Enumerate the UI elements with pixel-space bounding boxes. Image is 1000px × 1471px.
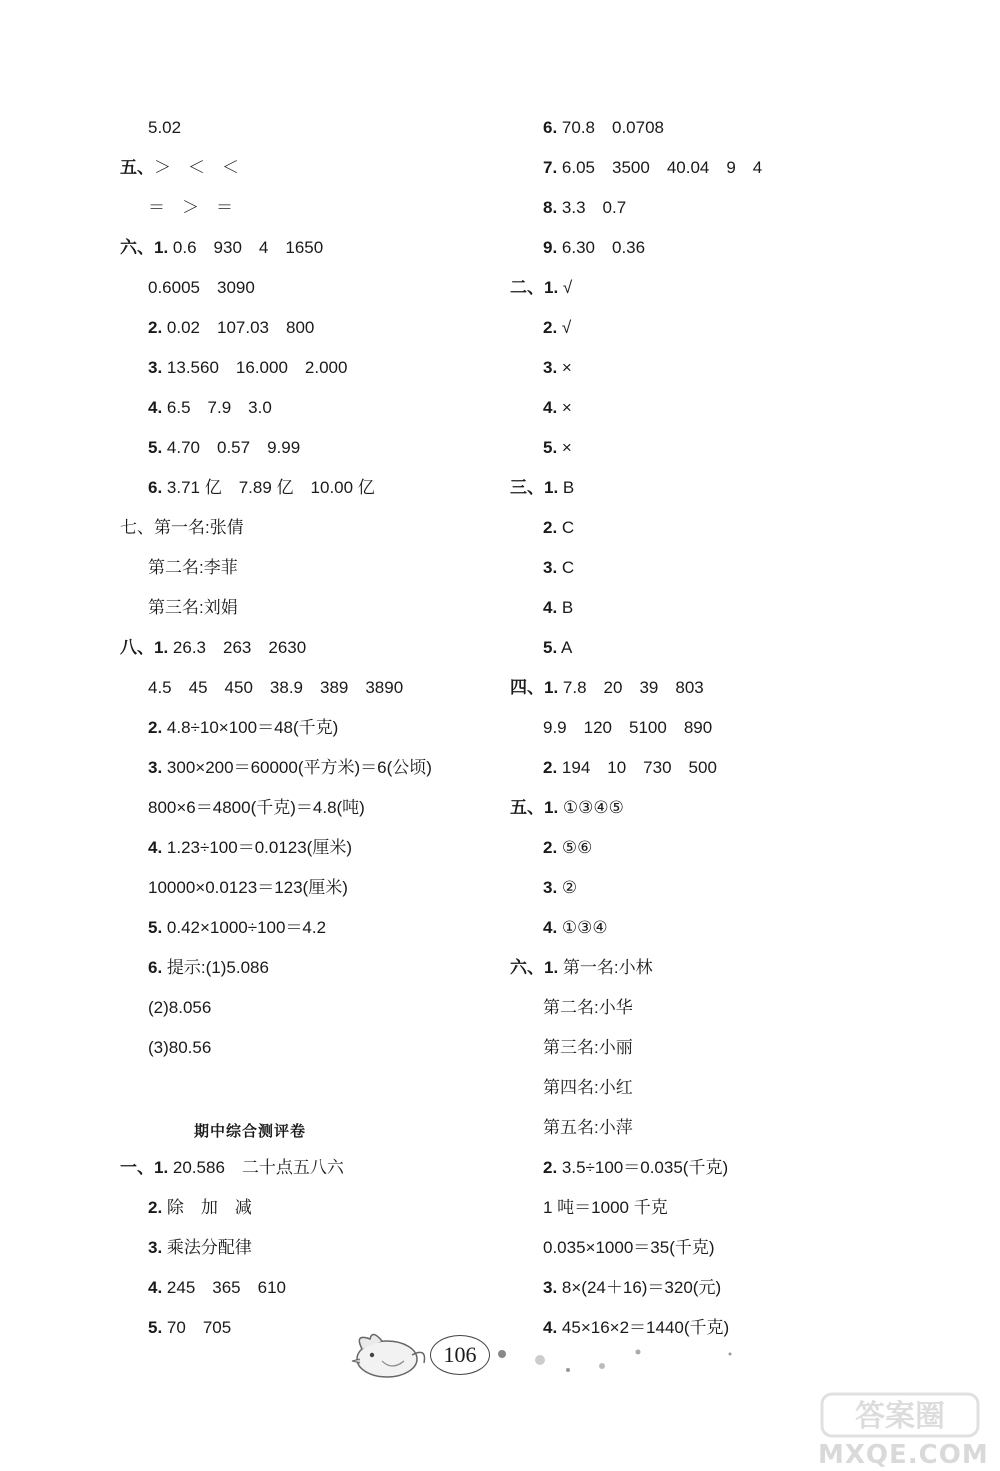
answer-line: 5. A <box>543 638 573 657</box>
answer-line: 2. 194 10 730 500 <box>543 758 717 777</box>
answer-line: 一、1. 20.586 二十点五八六 <box>120 1158 344 1177</box>
answer-line: 4.5 45 450 38.9 389 3890 <box>148 678 404 697</box>
answer-line: 3. 300×200＝60000(平方米)＝6(公顷) <box>148 758 432 777</box>
answer-line: 800×6＝4800(千克)＝4.8(吨) <box>148 798 365 817</box>
answer-line: 第二名:小华 <box>543 998 633 1017</box>
answer-line: 5. × <box>543 438 572 457</box>
answer-line: 6. 提示:(1)5.086 <box>148 958 269 977</box>
answer-line: 0.6005 3090 <box>148 278 255 297</box>
answer-line: ＝ ＞ ＝ <box>148 198 233 217</box>
page-number-text: 106 <box>443 1342 477 1367</box>
answer-line: 第三名:刘娟 <box>148 598 238 617</box>
answer-line: 5. 4.70 0.57 9.99 <box>148 438 301 457</box>
answer-line: 第四名:小红 <box>543 1078 633 1097</box>
answer-line: 1 吨＝1000 千克 <box>543 1198 668 1217</box>
answer-line: 第三名:小丽 <box>543 1038 633 1057</box>
answer-line: 7. 6.05 3500 40.04 9 4 <box>543 158 763 177</box>
answer-line: 3. 8×(24＋16)＝320(元) <box>543 1278 722 1297</box>
bird-icon <box>342 1325 432 1385</box>
answer-line: 八、1. 26.3 263 2630 <box>120 638 307 657</box>
answer-line: 4. × <box>543 398 572 417</box>
answer-line: 4. 45×16×2＝1440(千克) <box>543 1318 730 1337</box>
answer-line: 0.035×1000＝35(千克) <box>543 1238 715 1257</box>
answer-line: 六、1. 第一名:小林 <box>510 958 653 977</box>
answer-line: 七、第一名:张倩 <box>120 518 244 537</box>
answer-line: 2. 0.02 107.03 800 <box>148 318 315 337</box>
answer-line: 2. 3.5÷100＝0.035(千克) <box>543 1158 729 1177</box>
answer-line: 4. 6.5 7.9 3.0 <box>148 398 272 417</box>
answer-line: 2. C <box>543 518 575 537</box>
answer-line: (2)8.056 <box>148 998 212 1017</box>
answer-line: 2. 4.8÷10×100＝48(千克) <box>148 718 339 737</box>
answer-line: 2. ⑤⑥ <box>543 838 593 857</box>
answer-line: 2. 除 加 减 <box>148 1198 252 1217</box>
answer-line: 9. 6.30 0.36 <box>543 238 646 257</box>
answer-line: 5. 0.42×1000÷100＝4.2 <box>148 918 327 937</box>
answer-line: 第二名:李菲 <box>148 558 238 577</box>
section-title: 期中综合测评卷 <box>193 1123 306 1140</box>
answer-line: 4. ①③④ <box>543 918 608 937</box>
answer-line: 10000×0.0123＝123(厘米) <box>148 878 348 897</box>
answer-line: 6. 70.8 0.0708 <box>543 118 664 137</box>
answer-line: 五、1. ①③④⑤ <box>510 798 624 817</box>
answer-line: 9.9 120 5100 890 <box>543 718 713 737</box>
answer-line: 4. 245 365 610 <box>148 1278 287 1297</box>
watermark-logo-text: 答案圈 <box>855 1399 945 1434</box>
answer-line: 3. ② <box>543 878 578 897</box>
watermark-logo <box>820 1390 980 1440</box>
answer-line: 六、1. 0.6 930 4 1650 <box>120 238 324 257</box>
answer-line: 5. 70 705 <box>148 1318 232 1337</box>
answer-line: 三、1. B <box>510 478 575 497</box>
dots-decoration <box>490 1340 750 1390</box>
answer-line: 第五名:小萍 <box>543 1118 633 1137</box>
answer-line: 6. 3.71 亿 7.89 亿 10.00 亿 <box>148 478 375 497</box>
answer-line: 8. 3.3 0.7 <box>543 198 627 217</box>
page-number <box>430 1335 490 1375</box>
answer-line: 5.02 <box>148 118 182 137</box>
answer-line: 3. C <box>543 558 575 577</box>
answer-line: 二、1. √ <box>510 278 573 297</box>
answer-line: 4. B <box>543 598 574 617</box>
watermark-url: MXQE.COM <box>818 1440 989 1470</box>
answer-line: (3)80.56 <box>148 1038 212 1057</box>
answer-line: 4. 1.23÷100＝0.0123(厘米) <box>148 838 353 857</box>
answer-line: 3. 13.560 16.000 2.000 <box>148 358 348 377</box>
answer-line: 3. × <box>543 358 572 377</box>
answer-line: 3. 乘法分配律 <box>148 1238 252 1257</box>
answer-line: 五、＞ ＜ ＜ <box>120 158 239 177</box>
answer-line: 2. √ <box>543 318 572 337</box>
answer-line: 四、1. 7.8 20 39 803 <box>510 678 704 697</box>
